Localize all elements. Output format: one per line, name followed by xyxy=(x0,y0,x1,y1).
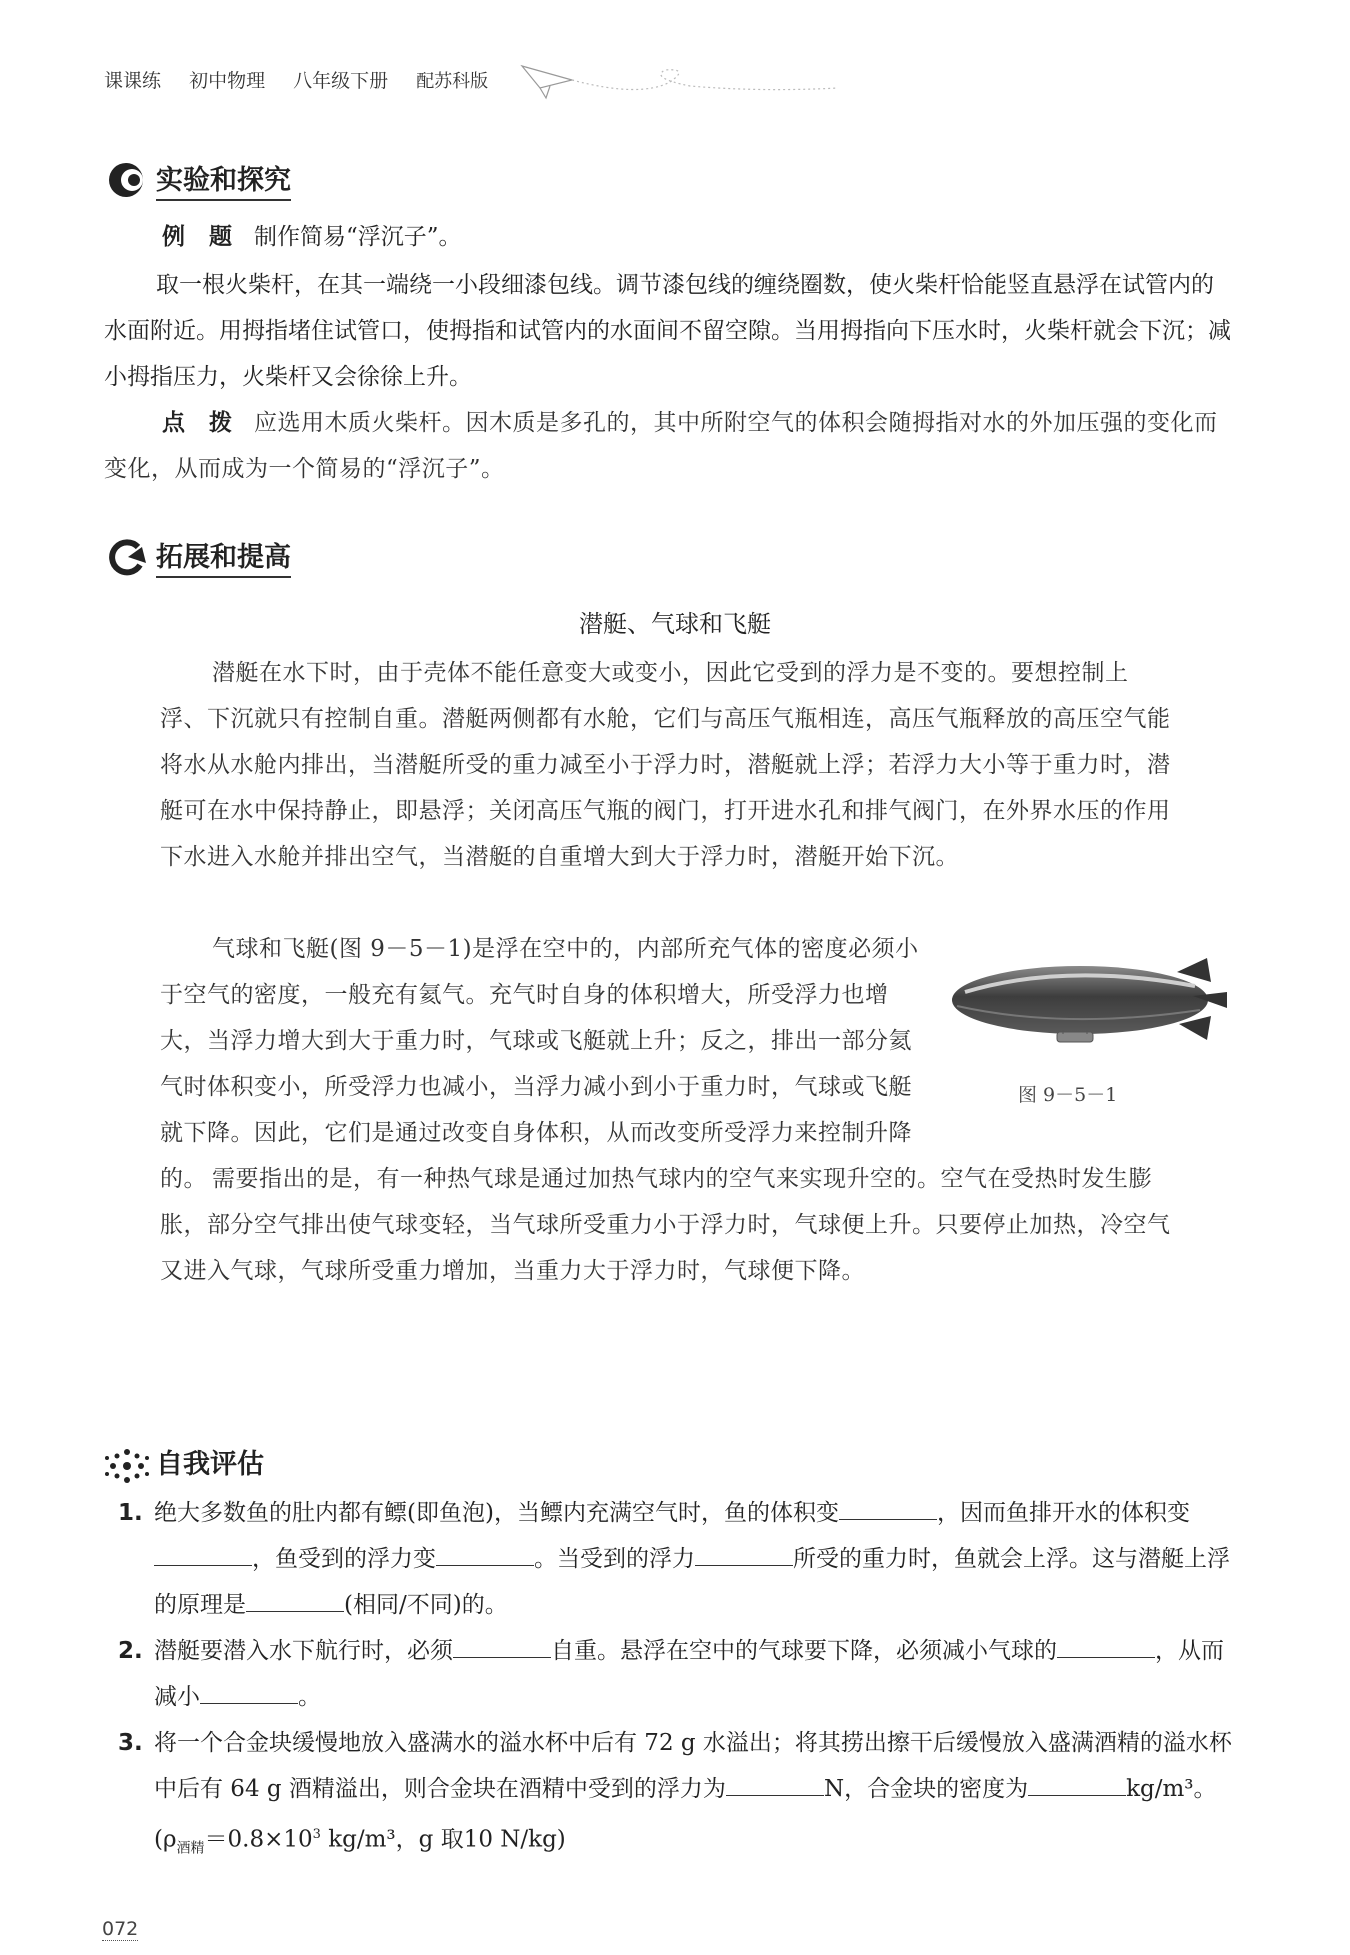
question-text: ＝0.8×10 xyxy=(204,1826,313,1853)
question-text: 自重。悬浮在空中的气球要下降，必须减小气球的 xyxy=(551,1638,1057,1664)
edition-name: 配苏科版 xyxy=(416,71,489,92)
answer-blank[interactable] xyxy=(726,1775,824,1796)
question-text: 绝大多数鱼的肚内都有鳔(即鱼泡)，当鳔内充满空气时，鱼的体积变 xyxy=(154,1500,839,1526)
answer-blank[interactable] xyxy=(1028,1775,1126,1796)
book-name: 课课练 xyxy=(104,70,162,92)
example-label: 例 题 xyxy=(162,224,241,250)
hint-label: 点 拨 xyxy=(162,410,241,436)
question-3 xyxy=(104,1720,1234,1871)
section-title: 实验和探究 xyxy=(156,158,291,201)
question-text: ，从而减小 xyxy=(154,1638,1224,1710)
answer-blank[interactable] xyxy=(200,1683,298,1704)
question-text: N，合金块的密度为 xyxy=(823,1776,1029,1802)
dots-circle-icon xyxy=(104,1446,150,1486)
question-text: kg/m³，g 取10 N/kg) xyxy=(320,1826,566,1853)
article-paragraph-2: 气球和飞艇(图 9－5－1)是浮在空中的，内部所充气体的密度必须小于空气的密度，一般充有氦气。充气时自身的体积增大，所受浮力也增大，当浮力增大到大于重力时，气球或飞艇就上升；反之，排出一部分氦气时体积变小，所受浮力也减小，当浮力减小到小于重力时，气球或飞艇就下降。因此，它们是通过改变自身体积，从而改变所受浮力来控制升降的。 xyxy=(160,936,919,1192)
experiment-section-icon xyxy=(104,160,150,200)
hint-text: 应选用木质火柴杆。因木质是多孔的，其中所附空气的体积会随拇指对水的外加压强的变化而变化，从而成为一个简易的“浮沉子”。 xyxy=(104,410,1218,482)
paper-plane-icon xyxy=(520,58,840,108)
question-1 xyxy=(104,1490,1234,1628)
section-extension-heading xyxy=(104,535,291,578)
answer-blank[interactable] xyxy=(453,1637,551,1658)
question-2 xyxy=(104,1628,1234,1720)
question-text: ，因而鱼排开水的体积变 xyxy=(936,1500,1190,1526)
growth-arrow-icon xyxy=(104,537,150,577)
question-text: ，鱼受到的浮力变 xyxy=(252,1546,436,1572)
section-title: 自我评估 xyxy=(156,1449,264,1480)
answer-blank[interactable] xyxy=(695,1545,793,1566)
question-text: 。当受到的浮力 xyxy=(534,1546,695,1572)
answer-blank[interactable] xyxy=(154,1545,252,1566)
subject-name: 初中物理 xyxy=(189,70,266,92)
grade-name: 八年级下册 xyxy=(293,70,389,92)
density-subscript: 酒精 xyxy=(176,1840,205,1857)
figure-caption: 图 9－5－1 xyxy=(1018,1084,1118,1106)
answer-blank[interactable] xyxy=(839,1499,937,1520)
answer-blank[interactable] xyxy=(436,1545,534,1566)
article-paragraph-3: 需要指出的是，有一种热气球是通过加热气球内的空气来实现升空的。空气在受热时发生膨胀，部分空气排出使气球变轻，当气球所受重力小于浮力时，气球便上升。只要停止加热，冷空气又进入气球，气球所受重力增加，当重力大于浮力时，气球便下降。 xyxy=(160,1166,1171,1284)
answer-blank[interactable] xyxy=(1057,1637,1155,1658)
question-number: 1. xyxy=(118,1500,143,1526)
example-line xyxy=(104,214,1234,260)
section-experiment-heading xyxy=(104,158,291,201)
article-paragraph-1: 潜艇在水下时，由于壳体不能任意变大或变小，因此它受到的浮力是不变的。要想控制上浮、下沉就只有控制自重。潜艇两侧都有水舱，它们与高压气瓶相连，高压气瓶释放的高压空气能将水从水舱内排出，当潜艇所受的重力减至小于浮力时，潜艇就上浮；若浮力大小等于重力时，潜艇可在水中保持静止，即悬浮；关闭高压气瓶的阀门，打开进水孔和排气阀门，在外界水压的作用下水进入水舱并排出空气，当潜艇的自重增大到大于浮力时，潜艇开始下沉。 xyxy=(160,660,1171,870)
exponent: 3 xyxy=(312,1827,321,1842)
example-title: 制作简易“浮沉子”。 xyxy=(254,224,462,250)
question-text: kg/m³。(ρ xyxy=(154,1776,1217,1853)
page-header xyxy=(104,66,510,93)
question-number: 3. xyxy=(118,1730,143,1756)
section-self-assessment-heading xyxy=(104,1442,264,1486)
question-text: 潜艇要潜入水下航行时，必须 xyxy=(154,1638,453,1664)
question-number: 2. xyxy=(118,1638,143,1664)
example-text: 取一根火柴杆，在其一端绕一小段细漆包线。调节漆包线的缠绕圈数，使火柴杆恰能竖直悬浮在试管内的水面附近。用拇指堵住试管口，使拇指和试管内的水面间不留空隙。当用拇指向下压水时，火柴杆就会下沉；减小拇指压力，火柴杆又会徐徐上升。 xyxy=(104,272,1231,390)
airship-image xyxy=(945,952,1230,1062)
question-text: 将一个合金块缓慢地放入盛满水的溢水杯中后有 72 g 水溢出；将其捞出擦干后缓慢放入盛满酒精的溢水杯中后有 64 g 酒精溢出，则合金块在酒精中受到的浮力为 xyxy=(154,1730,1232,1802)
question-text: 。 xyxy=(298,1684,321,1710)
question-text: 所受的重力时，鱼就会上浮。这与潜艇上浮的原理是 xyxy=(154,1546,1230,1618)
answer-blank[interactable] xyxy=(246,1591,344,1612)
question-text: (相同/不同)的。 xyxy=(344,1592,508,1618)
article-title: 潜艇、气球和飞艇 xyxy=(579,610,771,638)
hint-paragraph xyxy=(104,400,1234,492)
page-number: 072 xyxy=(102,1918,139,1940)
section-title: 拓展和提高 xyxy=(156,535,291,578)
